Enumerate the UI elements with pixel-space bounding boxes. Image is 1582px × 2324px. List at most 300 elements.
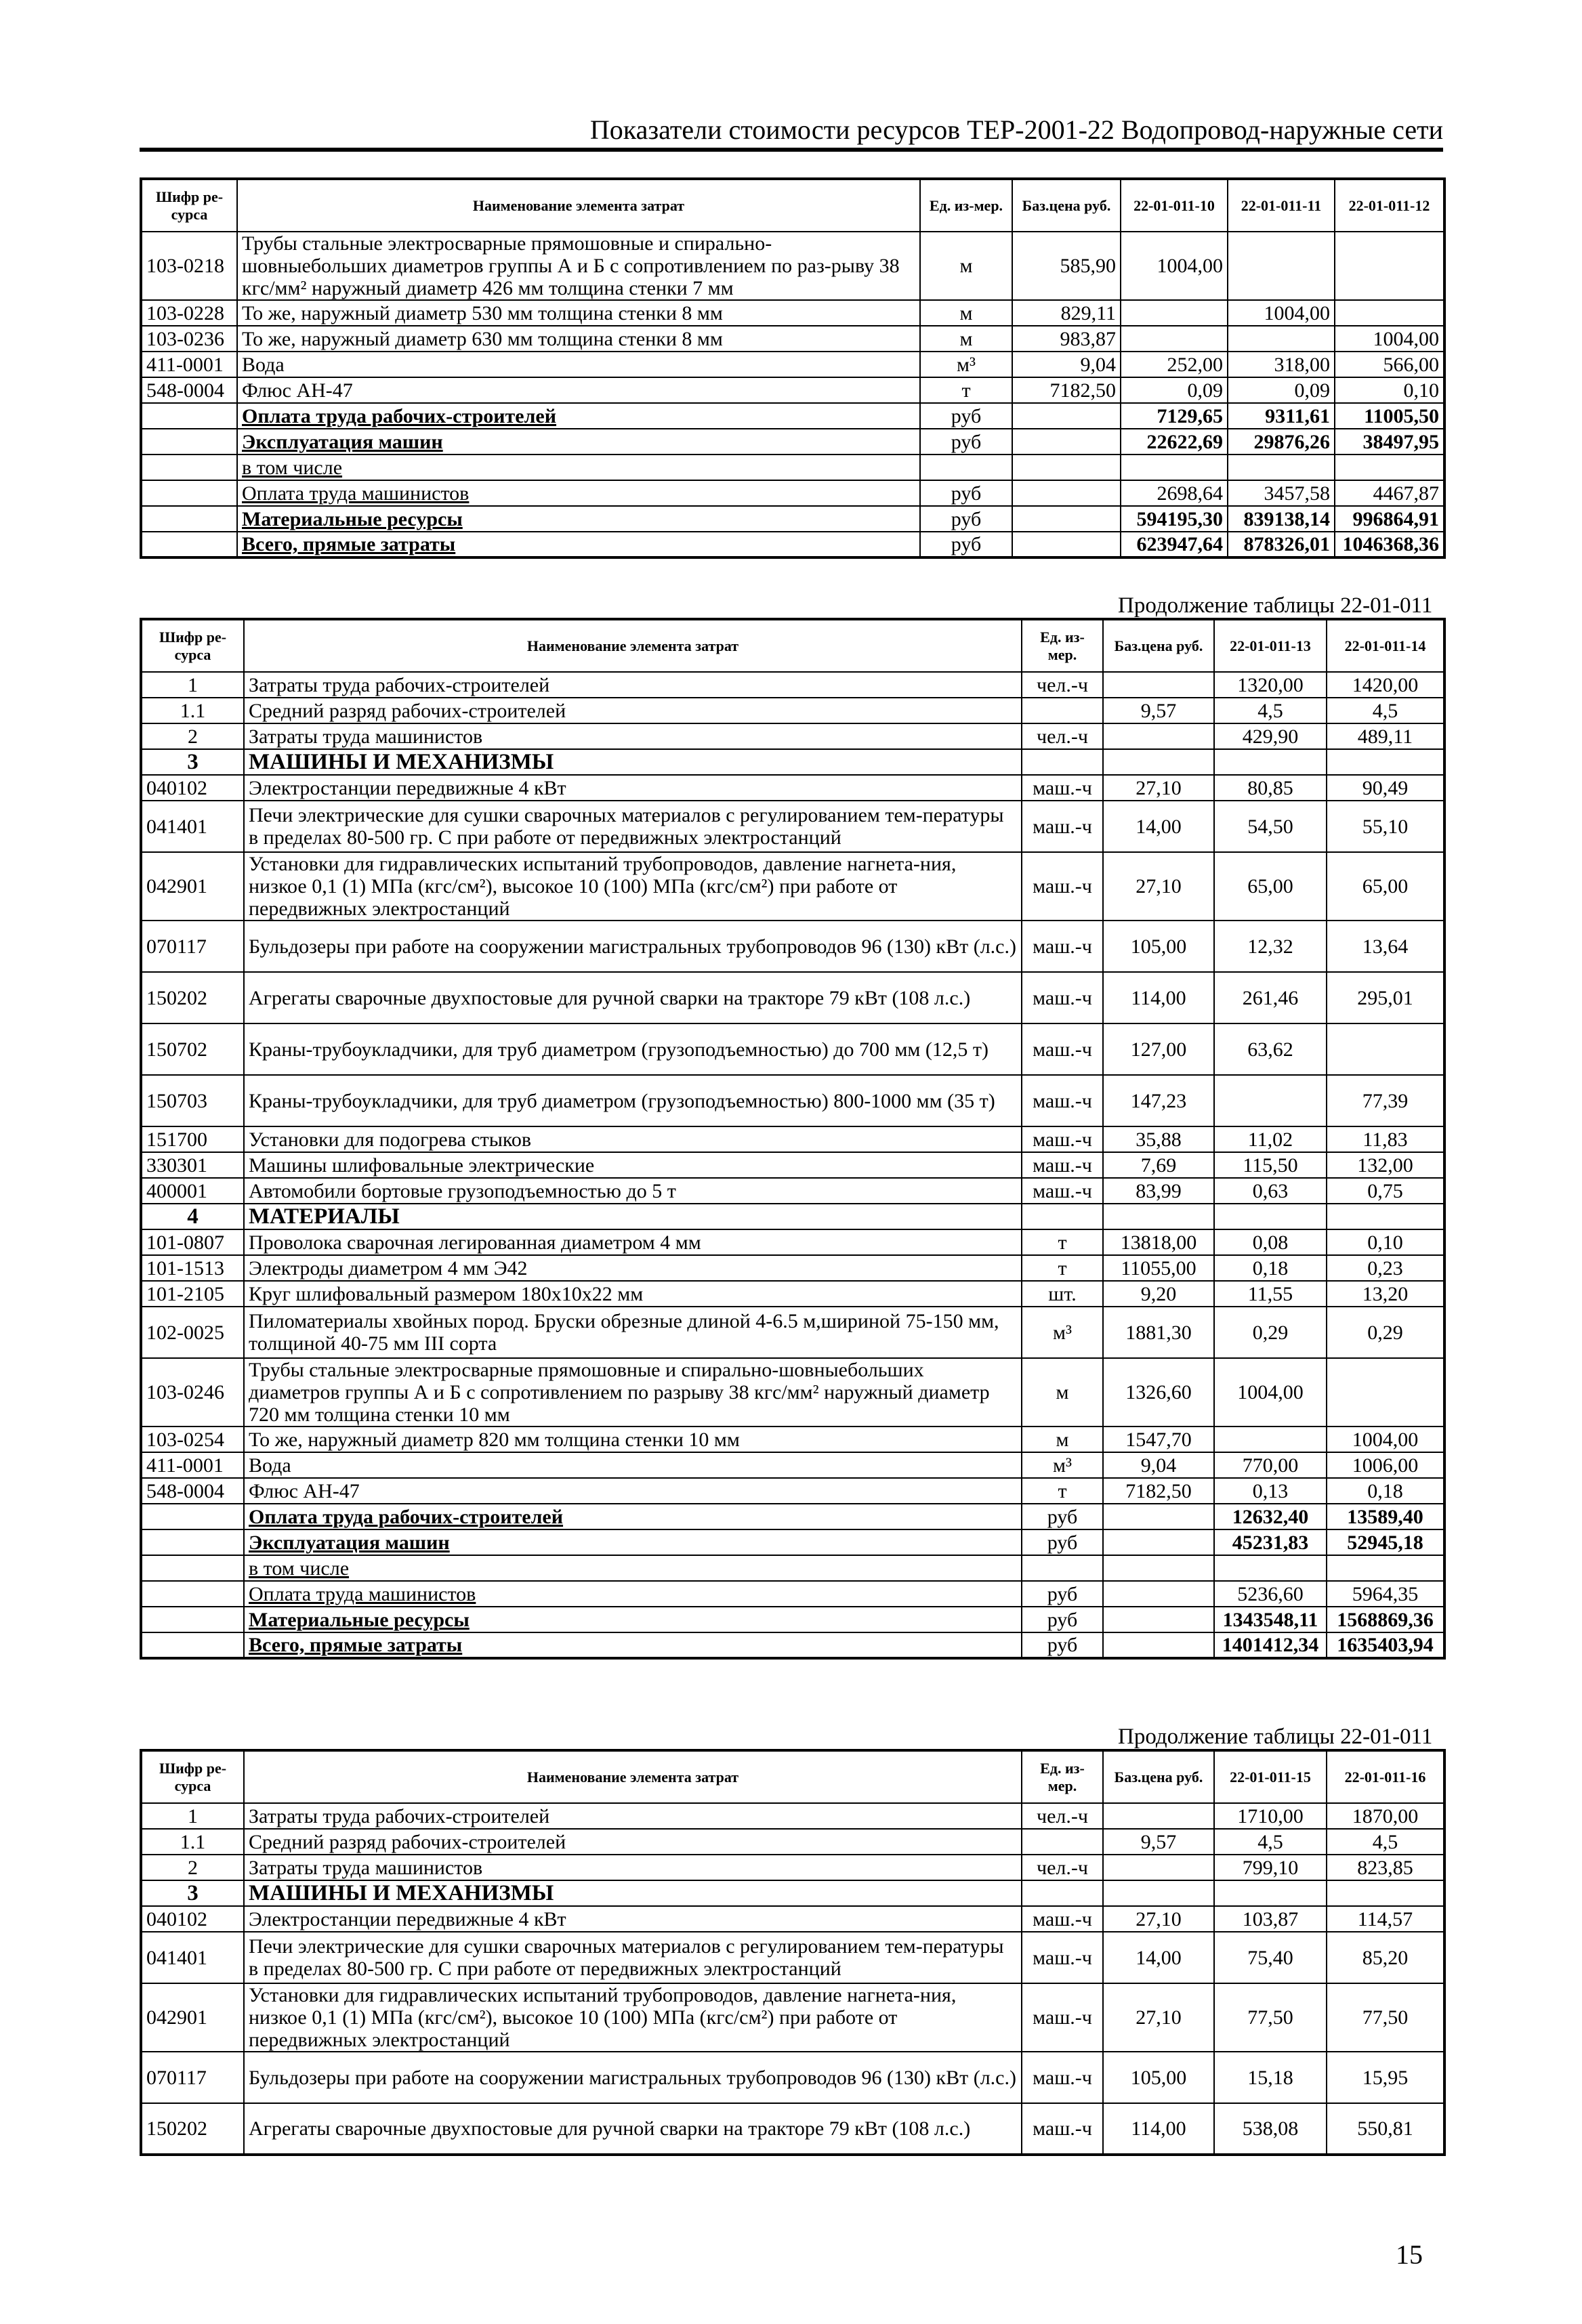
table-row bbox=[141, 1204, 1444, 1229]
value-c1: 12,32 bbox=[1214, 921, 1327, 972]
table-row bbox=[141, 429, 1444, 455]
resource-code: 151700 bbox=[141, 1126, 244, 1152]
resource-code: 411-0001 bbox=[141, 352, 237, 377]
unit: маш.-ч bbox=[1022, 1906, 1103, 1932]
unit: маш.-ч bbox=[1022, 1126, 1103, 1152]
resource-code: 103-0228 bbox=[141, 300, 237, 326]
base-price: 9,04 bbox=[1103, 1452, 1214, 1478]
value-c2: 878326,01 bbox=[1228, 532, 1335, 557]
unit: т bbox=[1022, 1478, 1103, 1504]
resource-code: 150703 bbox=[141, 1075, 244, 1126]
unit: маш.-ч bbox=[1022, 1023, 1103, 1075]
resource-name: Затраты труда машинистов bbox=[244, 723, 1022, 749]
value-c2: 77,39 bbox=[1327, 1075, 1444, 1126]
resource-code: 150202 bbox=[141, 972, 244, 1023]
unit: маш.-ч bbox=[1022, 1075, 1103, 1126]
unit: руб bbox=[1022, 1632, 1103, 1658]
table-row bbox=[141, 698, 1444, 723]
table-row bbox=[141, 1803, 1444, 1829]
resource-name: Эксплуатация машин bbox=[237, 429, 920, 455]
value-c3: 996864,91 bbox=[1335, 506, 1444, 532]
value-c2: 0,09 bbox=[1228, 377, 1335, 403]
value-c2: 13,20 bbox=[1327, 1281, 1444, 1307]
unit: маш.-ч bbox=[1022, 801, 1103, 852]
resource-code: 2 bbox=[141, 723, 244, 749]
unit: маш.-ч bbox=[1022, 1932, 1103, 1983]
value-c2: 4,5 bbox=[1327, 698, 1444, 723]
value-c1: 0,09 bbox=[1121, 377, 1228, 403]
base-price: 127,00 bbox=[1103, 1023, 1214, 1075]
resource-code: 102-0025 bbox=[141, 1307, 244, 1358]
resource-code: 2 bbox=[141, 1855, 244, 1880]
unit: т bbox=[1022, 1229, 1103, 1255]
base-price: 83,99 bbox=[1103, 1178, 1214, 1204]
unit: руб bbox=[920, 429, 1012, 455]
value-c1 bbox=[1214, 1204, 1327, 1229]
base-price: 1326,60 bbox=[1103, 1358, 1214, 1427]
unit: чел.-ч bbox=[1022, 672, 1103, 698]
value-c1: 252,00 bbox=[1121, 352, 1228, 377]
column-header: Ед. из-мер. bbox=[1022, 619, 1103, 672]
resource-code bbox=[141, 1504, 244, 1529]
column-header: Шифр ре-сурса bbox=[141, 179, 237, 232]
column-header: 22-01-011-16 bbox=[1327, 1750, 1444, 1803]
resource-table-3 bbox=[140, 1749, 1446, 2156]
value-c2 bbox=[1327, 1555, 1444, 1581]
value-c1 bbox=[1214, 1427, 1327, 1452]
table-row bbox=[141, 1255, 1444, 1281]
continuation-label-2: Продолжение таблицы 22-01-011 bbox=[1118, 593, 1433, 618]
resource-code: 1 bbox=[141, 1803, 244, 1829]
resource-code: 330301 bbox=[141, 1152, 244, 1178]
resource-code: 150702 bbox=[141, 1023, 244, 1075]
table-row bbox=[141, 1427, 1444, 1452]
base-price bbox=[1103, 1504, 1214, 1529]
resource-name: Трубы стальные электросварные прямошовные и спирально-шовныебольших диаметров группы А и Б с сопротивлением по разрыву 38 кгс/мм² наружный диаметр 720 мм толщина стенки 10 мм bbox=[244, 1358, 1022, 1427]
value-c2 bbox=[1327, 749, 1444, 775]
resource-code: 042901 bbox=[141, 852, 244, 921]
resource-code bbox=[141, 506, 237, 532]
unit bbox=[1022, 749, 1103, 775]
resource-code: 101-2105 bbox=[141, 1281, 244, 1307]
base-price bbox=[1103, 1581, 1214, 1607]
resource-code bbox=[141, 1529, 244, 1555]
table-header-row bbox=[141, 619, 1444, 672]
value-c2 bbox=[1228, 326, 1335, 352]
unit bbox=[1022, 1829, 1103, 1855]
value-c1: 22622,69 bbox=[1121, 429, 1228, 455]
resource-code: 040102 bbox=[141, 1906, 244, 1932]
value-c1: 80,85 bbox=[1214, 775, 1327, 801]
resource-code: 400001 bbox=[141, 1178, 244, 1204]
value-c2 bbox=[1228, 232, 1335, 300]
unit: руб bbox=[920, 506, 1012, 532]
value-c2: 489,11 bbox=[1327, 723, 1444, 749]
base-price: 9,04 bbox=[1012, 352, 1121, 377]
unit: м³ bbox=[920, 352, 1012, 377]
resource-code: 411-0001 bbox=[141, 1452, 244, 1478]
value-c1: 4,5 bbox=[1214, 698, 1327, 723]
value-c2 bbox=[1327, 1204, 1444, 1229]
value-c3: 11005,50 bbox=[1335, 403, 1444, 429]
unit: руб bbox=[1022, 1529, 1103, 1555]
value-c1: 0,63 bbox=[1214, 1178, 1327, 1204]
value-c3 bbox=[1335, 455, 1444, 480]
unit: руб bbox=[1022, 1581, 1103, 1607]
base-price bbox=[1103, 723, 1214, 749]
value-c1: 799,10 bbox=[1214, 1855, 1327, 1880]
resource-code: 103-0218 bbox=[141, 232, 237, 300]
resource-name: Флюс АН-47 bbox=[244, 1478, 1022, 1504]
value-c3: 1004,00 bbox=[1335, 326, 1444, 352]
table-row bbox=[141, 352, 1444, 377]
table-row bbox=[141, 1452, 1444, 1478]
value-c2: 132,00 bbox=[1327, 1152, 1444, 1178]
column-header: 22-01-011-12 bbox=[1335, 179, 1444, 232]
unit: маш.-ч bbox=[1022, 972, 1103, 1023]
value-c1: 115,50 bbox=[1214, 1152, 1327, 1178]
page-header: Показатели стоимости ресурсов ТЕР-2001-22 Водопровод-наружные сети bbox=[589, 114, 1443, 145]
resource-name: Материальные ресурсы bbox=[244, 1607, 1022, 1632]
value-c1: 0,13 bbox=[1214, 1478, 1327, 1504]
value-c1: 0,18 bbox=[1214, 1255, 1327, 1281]
value-c2 bbox=[1327, 1023, 1444, 1075]
value-c1: 0,08 bbox=[1214, 1229, 1327, 1255]
unit: м³ bbox=[1022, 1307, 1103, 1358]
column-header: Баз.цена руб. bbox=[1103, 1750, 1214, 1803]
base-price: 27,10 bbox=[1103, 775, 1214, 801]
table-row bbox=[141, 1478, 1444, 1504]
value-c2: 0,29 bbox=[1327, 1307, 1444, 1358]
value-c3: 566,00 bbox=[1335, 352, 1444, 377]
unit bbox=[920, 455, 1012, 480]
value-c1: 1004,00 bbox=[1214, 1358, 1327, 1427]
resource-code bbox=[141, 532, 237, 557]
resource-name: Электроды диаметром 4 мм Э42 bbox=[244, 1255, 1022, 1281]
header-rule bbox=[140, 148, 1443, 152]
unit: маш.-ч bbox=[1022, 1983, 1103, 2052]
value-c3: 1046368,36 bbox=[1335, 532, 1444, 557]
unit: м³ bbox=[1022, 1452, 1103, 1478]
column-header: Наименование элемента затрат bbox=[244, 1750, 1022, 1803]
column-header: Шифр ре-сурса bbox=[141, 1750, 244, 1803]
resource-code: 150202 bbox=[141, 2103, 244, 2155]
base-price bbox=[1012, 532, 1121, 557]
base-price bbox=[1103, 1855, 1214, 1880]
resource-code bbox=[141, 1632, 244, 1658]
resource-name: Флюс АН-47 bbox=[237, 377, 920, 403]
resource-name: Бульдозеры при работе на сооружении магистральных трубопроводов 96 (130) кВт (л.с.) bbox=[244, 921, 1022, 972]
base-price bbox=[1103, 1204, 1214, 1229]
resource-name: Всего, прямые затраты bbox=[237, 532, 920, 557]
resource-code: 103-0246 bbox=[141, 1358, 244, 1427]
base-price: 9,57 bbox=[1103, 698, 1214, 723]
resource-name: Оплата труда машинистов bbox=[237, 480, 920, 506]
table-row bbox=[141, 1178, 1444, 1204]
value-c2: 55,10 bbox=[1327, 801, 1444, 852]
value-c1 bbox=[1121, 300, 1228, 326]
value-c1: 538,08 bbox=[1214, 2103, 1327, 2155]
value-c2: 11,83 bbox=[1327, 1126, 1444, 1152]
base-price: 983,87 bbox=[1012, 326, 1121, 352]
table-row bbox=[141, 2103, 1444, 2155]
base-price: 105,00 bbox=[1103, 2052, 1214, 2103]
resource-name: То же, наружный диаметр 820 мм толщина стенки 10 мм bbox=[244, 1427, 1022, 1452]
table-row bbox=[141, 1358, 1444, 1427]
column-header: Баз.цена руб. bbox=[1103, 619, 1214, 672]
value-c1: 45231,83 bbox=[1214, 1529, 1327, 1555]
resource-name: Трубы стальные электросварные прямошовные и спирально-шовныебольших диаметров группы А и Б с сопротивлением по раз-рыву 38 кгс/мм² наружный диаметр 426 мм толщина стенки 7 мм bbox=[237, 232, 920, 300]
value-c2: 52945,18 bbox=[1327, 1529, 1444, 1555]
resource-name: Пиломатериалы хвойных пород. Бруски обрезные длиной 4-6.5 м,шириной 75-150 мм, толщиной 40-75 мм III сорта bbox=[244, 1307, 1022, 1358]
table-row bbox=[141, 723, 1444, 749]
value-c1 bbox=[1121, 455, 1228, 480]
value-c2 bbox=[1327, 1358, 1444, 1427]
base-price: 147,23 bbox=[1103, 1075, 1214, 1126]
base-price bbox=[1103, 1880, 1214, 1906]
value-c3: 38497,95 bbox=[1335, 429, 1444, 455]
resource-name: Эксплуатация машин bbox=[244, 1529, 1022, 1555]
table-row bbox=[141, 377, 1444, 403]
table-row bbox=[141, 1229, 1444, 1255]
value-c2: 77,50 bbox=[1327, 1983, 1444, 2052]
value-c1: 261,46 bbox=[1214, 972, 1327, 1023]
resource-name: Оплата труда рабочих-строителей bbox=[237, 403, 920, 429]
resource-code: 1 bbox=[141, 672, 244, 698]
value-c1: 63,62 bbox=[1214, 1023, 1327, 1075]
table-row bbox=[141, 455, 1444, 480]
value-c2: 1420,00 bbox=[1327, 672, 1444, 698]
resource-code: 070117 bbox=[141, 2052, 244, 2103]
resource-name: Вода bbox=[237, 352, 920, 377]
table-row bbox=[141, 672, 1444, 698]
unit: маш.-ч bbox=[1022, 2052, 1103, 2103]
base-price: 829,11 bbox=[1012, 300, 1121, 326]
column-header: Баз.цена руб. bbox=[1012, 179, 1121, 232]
resource-name: МАШИНЫ И МЕХАНИЗМЫ bbox=[244, 749, 1022, 775]
resource-name: Установки для подогрева стыков bbox=[244, 1126, 1022, 1152]
value-c2: 0,23 bbox=[1327, 1255, 1444, 1281]
value-c1: 1401412,34 bbox=[1214, 1632, 1327, 1658]
table-row bbox=[141, 403, 1444, 429]
value-c1 bbox=[1214, 1075, 1327, 1126]
base-price: 11055,00 bbox=[1103, 1255, 1214, 1281]
column-header: Наименование элемента затрат bbox=[244, 619, 1022, 672]
value-c1: 623947,64 bbox=[1121, 532, 1228, 557]
unit: м bbox=[920, 300, 1012, 326]
base-price: 7182,50 bbox=[1012, 377, 1121, 403]
table-row bbox=[141, 1983, 1444, 2052]
resource-code: 548-0004 bbox=[141, 1478, 244, 1504]
resource-code: 041401 bbox=[141, 1932, 244, 1983]
resource-code: 3 bbox=[141, 1880, 244, 1906]
value-c1: 594195,30 bbox=[1121, 506, 1228, 532]
value-c2 bbox=[1228, 455, 1335, 480]
value-c1: 11,02 bbox=[1214, 1126, 1327, 1152]
unit: руб bbox=[1022, 1607, 1103, 1632]
resource-name: Электростанции передвижные 4 кВт bbox=[244, 775, 1022, 801]
table-row bbox=[141, 921, 1444, 972]
table-row bbox=[141, 1281, 1444, 1307]
resource-code bbox=[141, 1581, 244, 1607]
table-row bbox=[141, 801, 1444, 852]
resource-name: Оплата труда машинистов bbox=[244, 1581, 1022, 1607]
base-price: 13818,00 bbox=[1103, 1229, 1214, 1255]
value-c1: 770,00 bbox=[1214, 1452, 1327, 1478]
value-c2: 1006,00 bbox=[1327, 1452, 1444, 1478]
unit: чел.-ч bbox=[1022, 1855, 1103, 1880]
base-price: 7,69 bbox=[1103, 1152, 1214, 1178]
value-c1: 5236,60 bbox=[1214, 1581, 1327, 1607]
value-c3 bbox=[1335, 232, 1444, 300]
table-row bbox=[141, 1152, 1444, 1178]
base-price: 585,90 bbox=[1012, 232, 1121, 300]
resource-code bbox=[141, 1555, 244, 1581]
resource-code: 070117 bbox=[141, 921, 244, 972]
resource-code bbox=[141, 403, 237, 429]
value-c2: 5964,35 bbox=[1327, 1581, 1444, 1607]
base-price bbox=[1012, 403, 1121, 429]
unit bbox=[1022, 698, 1103, 723]
unit: руб bbox=[1022, 1504, 1103, 1529]
value-c1: 7129,65 bbox=[1121, 403, 1228, 429]
resource-code: 103-0236 bbox=[141, 326, 237, 352]
base-price bbox=[1012, 480, 1121, 506]
value-c2: 90,49 bbox=[1327, 775, 1444, 801]
table-header-row bbox=[141, 179, 1444, 232]
value-c1: 12632,40 bbox=[1214, 1504, 1327, 1529]
resource-code: 042901 bbox=[141, 1983, 244, 2052]
value-c1 bbox=[1214, 1880, 1327, 1906]
table-row bbox=[141, 1855, 1444, 1880]
table-row bbox=[141, 1829, 1444, 1855]
table-row bbox=[141, 1880, 1444, 1906]
value-c2: 85,20 bbox=[1327, 1932, 1444, 1983]
table-row bbox=[141, 1932, 1444, 1983]
column-header: 22-01-011-14 bbox=[1327, 619, 1444, 672]
unit: шт. bbox=[1022, 1281, 1103, 1307]
resource-table-1 bbox=[140, 177, 1446, 559]
resource-code: 4 bbox=[141, 1204, 244, 1229]
table-row bbox=[141, 1607, 1444, 1632]
value-c2: 0,75 bbox=[1327, 1178, 1444, 1204]
value-c2: 114,57 bbox=[1327, 1906, 1444, 1932]
table-row bbox=[141, 326, 1444, 352]
resource-name: в том числе bbox=[244, 1555, 1022, 1581]
value-c1: 15,18 bbox=[1214, 2052, 1327, 2103]
resource-name: Установки для гидравлических испытаний трубопроводов, давление нагнета-ния, низкое 0,1 (1) МПа (кгс/см²), высокое 10 (100) МПа (кгс/см²) при работе от передвижных электростанций bbox=[244, 852, 1022, 921]
value-c1: 1004,00 bbox=[1121, 232, 1228, 300]
table-row bbox=[141, 1307, 1444, 1358]
resource-code: 1.1 bbox=[141, 698, 244, 723]
value-c2: 29876,26 bbox=[1228, 429, 1335, 455]
table-row bbox=[141, 1504, 1444, 1529]
resource-name: Краны-трубоукладчики, для труб диаметром (грузоподъемностью) до 700 мм (12,5 т) bbox=[244, 1023, 1022, 1075]
continuation-label-3: Продолжение таблицы 22-01-011 bbox=[1118, 1725, 1433, 1749]
value-c2: 295,01 bbox=[1327, 972, 1444, 1023]
base-price bbox=[1103, 749, 1214, 775]
value-c1: 429,90 bbox=[1214, 723, 1327, 749]
resource-name: Печи электрические для сушки сварочных материалов с регулированием тем-пературы в пределах 80-500 гр. С при работе от передвижных электростанций bbox=[244, 801, 1022, 852]
value-c2: 65,00 bbox=[1327, 852, 1444, 921]
value-c2: 1635403,94 bbox=[1327, 1632, 1444, 1658]
resource-code: 101-0807 bbox=[141, 1229, 244, 1255]
table-row bbox=[141, 1555, 1444, 1581]
resource-name: Краны-трубоукладчики, для труб диаметром (грузоподъемностью) 800-1000 мм (35 т) bbox=[244, 1075, 1022, 1126]
table-row bbox=[141, 232, 1444, 300]
unit: м bbox=[1022, 1358, 1103, 1427]
resource-name: Электростанции передвижные 4 кВт bbox=[244, 1906, 1022, 1932]
unit bbox=[1022, 1555, 1103, 1581]
column-header: Ед. из-мер. bbox=[920, 179, 1012, 232]
unit: руб bbox=[920, 532, 1012, 557]
value-c3: 4467,87 bbox=[1335, 480, 1444, 506]
value-c3 bbox=[1335, 300, 1444, 326]
unit: м bbox=[1022, 1427, 1103, 1452]
resource-name: Агрегаты сварочные двухпостовые для ручной сварки на тракторе 79 кВт (108 л.с.) bbox=[244, 972, 1022, 1023]
base-price bbox=[1103, 1529, 1214, 1555]
table-row bbox=[141, 775, 1444, 801]
resource-name: Бульдозеры при работе на сооружении магистральных трубопроводов 96 (130) кВт (л.с.) bbox=[244, 2052, 1022, 2103]
resource-name: Проволока сварочная легированная диаметром 4 мм bbox=[244, 1229, 1022, 1255]
value-c1 bbox=[1214, 749, 1327, 775]
unit: руб bbox=[920, 403, 1012, 429]
unit: м bbox=[920, 232, 1012, 300]
value-c2: 0,10 bbox=[1327, 1229, 1444, 1255]
resource-name: МАШИНЫ И МЕХАНИЗМЫ bbox=[244, 1880, 1022, 1906]
base-price: 114,00 bbox=[1103, 972, 1214, 1023]
table-row bbox=[141, 852, 1444, 921]
base-price: 35,88 bbox=[1103, 1126, 1214, 1152]
base-price bbox=[1012, 429, 1121, 455]
resource-code bbox=[141, 455, 237, 480]
value-c1: 2698,64 bbox=[1121, 480, 1228, 506]
value-c2: 0,18 bbox=[1327, 1478, 1444, 1504]
resource-code bbox=[141, 1607, 244, 1632]
value-c2: 823,85 bbox=[1327, 1855, 1444, 1880]
unit: маш.-ч bbox=[1022, 1178, 1103, 1204]
unit: т bbox=[1022, 1255, 1103, 1281]
value-c2: 550,81 bbox=[1327, 2103, 1444, 2155]
unit: маш.-ч bbox=[1022, 852, 1103, 921]
value-c1: 4,5 bbox=[1214, 1829, 1327, 1855]
unit: чел.-ч bbox=[1022, 1803, 1103, 1829]
value-c1: 1320,00 bbox=[1214, 672, 1327, 698]
base-price bbox=[1103, 1607, 1214, 1632]
resource-name: Средний разряд рабочих-строителей bbox=[244, 1829, 1022, 1855]
resource-name: Оплата труда рабочих-строителей bbox=[244, 1504, 1022, 1529]
unit bbox=[1022, 1204, 1103, 1229]
resource-name: Средний разряд рабочих-строителей bbox=[244, 698, 1022, 723]
value-c2: 839138,14 bbox=[1228, 506, 1335, 532]
base-price bbox=[1103, 1803, 1214, 1829]
unit: маш.-ч bbox=[1022, 2103, 1103, 2155]
unit: руб bbox=[920, 480, 1012, 506]
resource-name: То же, наружный диаметр 630 мм толщина стенки 8 мм bbox=[237, 326, 920, 352]
value-c1: 65,00 bbox=[1214, 852, 1327, 921]
unit: маш.-ч bbox=[1022, 1152, 1103, 1178]
value-c2: 318,00 bbox=[1228, 352, 1335, 377]
unit: т bbox=[920, 377, 1012, 403]
table-row bbox=[141, 1632, 1444, 1658]
value-c2 bbox=[1327, 1880, 1444, 1906]
base-price bbox=[1103, 672, 1214, 698]
column-header: 22-01-011-10 bbox=[1121, 179, 1228, 232]
resource-name: Всего, прямые затраты bbox=[244, 1632, 1022, 1658]
base-price: 27,10 bbox=[1103, 1906, 1214, 1932]
resource-name: Печи электрические для сушки сварочных материалов с регулированием тем-пературы в пределах 80-500 гр. С при работе от передвижных электростанций bbox=[244, 1932, 1022, 1983]
unit: чел.-ч bbox=[1022, 723, 1103, 749]
